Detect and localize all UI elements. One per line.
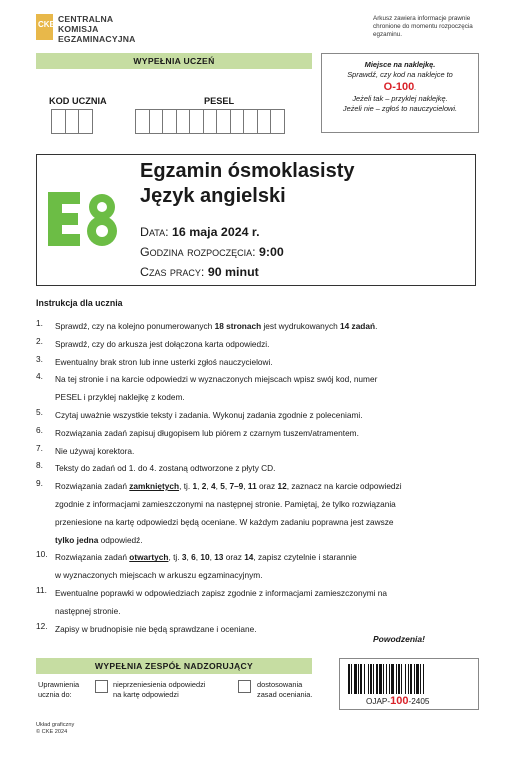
instruction-line: Rozwiązania zadań zapisuj długopisem lub piórem z czarnym tuszem/atramentem. [55,427,359,438]
cke-logo [36,14,136,44]
student-code-label: KOD UCZNIA [49,96,107,106]
rights-label: Uprawnienia ucznia do: [38,680,80,699]
cke-logo-mark: CKE [36,14,53,40]
barcode-bar [379,664,382,694]
confidential-note: Arkusz zawiera informacje prawnie chronione do momentu rozpoczęcia egzaminu. [373,15,473,38]
instruction-number: 10. [36,549,48,560]
exam-subject: Język angielski [140,185,286,207]
instruction-line: w wyznaczonych miejscach w arkuszu egzaminacyjnym. [55,570,263,581]
student-code-boxes[interactable] [51,109,92,134]
instruction-number: 4. [36,371,43,382]
barcode-bar [376,664,378,694]
e8-logo-icon [46,190,126,248]
footer: Układ graficzny © CKE 2024 [36,722,75,735]
barcode-bar [354,664,357,694]
instruction-line: następnej stronie. [55,605,121,616]
barcode-bar [414,664,415,694]
instruction-line: tylko jedna odpowiedź. [55,534,143,545]
pesel-boxes[interactable] [135,109,284,134]
instruction-line: przeniesione na kartę odpowiedzi będą oceniane. W każdym zadaniu poprawna jest zawsze [55,516,394,527]
instruction-number: 2. [36,335,43,346]
student-fill-header: WYPEŁNIA UCZEŃ [36,53,312,69]
barcode-bar [370,664,372,694]
instruction-line: Zapisy w brudnopisie nie będą sprawdzane i oceniane. [55,623,257,634]
barcode-bar [396,664,397,694]
exam-start-time: Godzina rozpoczęcia: 9:00 [140,245,284,259]
instruction-item [36,425,486,443]
barcode-bar [373,664,374,694]
instruction-line: Rozwiązania zadań otwartych, tj. 3, 6, 10, 13 oraz 14, zapisz czytelnie i starannie [55,552,357,563]
good-luck: Powodzenia! [373,634,425,644]
barcode-bar [386,664,387,694]
barcode-bar [389,664,390,694]
instruction-item [36,585,486,621]
sticker-area: Miejsce na naklejkę. Sprawdź, czy kod na naklejce to O-100. Jeżeli tak – przyklej naklejkę. Jeżeli nie – zgłoś to nauczycielowi. [321,53,479,133]
instruction-line: Rozwiązania zadań zamkniętych, tj. 1, 2, 4, 5, 7–9, 11 oraz 12, zaznacz na karcie odpowiedzi [55,481,402,492]
instructions-list [36,318,486,638]
adjusted-grading-checkbox[interactable] [238,680,251,693]
pesel-label: PESEL [204,96,235,106]
barcode-bar [401,664,402,694]
barcode-code: OJAP-100-2405 [366,695,430,707]
barcode-bar [398,664,400,694]
instructions-header: Instrukcja dla ucznia [36,298,123,308]
barcode-bar [383,664,384,694]
instruction-line: Nie używaj korektora. [55,445,135,456]
instruction-item [36,336,486,354]
barcode-bar [410,664,412,694]
exam-title-box [36,154,476,286]
exam-date: Data: 16 maja 2024 r. [140,225,260,239]
barcode-bar [416,664,419,694]
instruction-number: 3. [36,353,43,364]
instruction-item [36,460,486,478]
barcode-bar [351,664,352,694]
instruction-item [36,318,486,336]
barcode-bar [405,664,406,694]
barcode-bar [408,664,409,694]
barcode-bar [360,664,362,694]
barcode-bar [348,664,350,694]
instruction-item [36,371,486,407]
instruction-number: 12. [36,620,48,631]
instruction-line: Sprawdź, czy do arkusza jest dołączona karta odpowiedzi. [55,338,270,349]
barcode-bar [423,664,424,694]
instruction-item [36,478,486,549]
instruction-line: Sprawdź, czy na kolejno ponumerowanych 18 stronach jest wydrukowanych 14 zadań. [55,321,378,331]
barcode-bar [391,664,394,694]
exam-title: Egzamin ósmoklasisty [140,160,355,182]
instruction-number: 6. [36,424,43,435]
exam-duration: Czas pracy: 90 minut [140,265,259,279]
instruction-line: Czytaj uważnie wszystkie teksty i zadania. Wykonuj zadania zgodnie z poleceniami. [55,409,363,420]
instruction-item [36,549,486,585]
instruction-line: Teksty do zadań od 1. do 4. zostaną odtworzone z płyty CD. [55,463,276,474]
instruction-line: Na tej stronie i na karcie odpowiedzi w wyznaczonych miejscach wpisz swój kod, numer [55,374,378,385]
no-transfer-checkbox[interactable] [95,680,108,693]
cke-logo-text: CENTRALNA KOMISJA EGZAMINACYJNA [58,14,136,44]
instruction-item [36,407,486,425]
instruction-number: 5. [36,406,43,417]
instruction-number: 7. [36,442,43,453]
barcode-bar [368,664,369,694]
barcode-bar [364,664,365,694]
barcode-bar [358,664,359,694]
sticker-code: O-100 [383,81,415,93]
instruction-number: 8. [36,460,43,471]
instruction-line: PESEL i przyklej naklejkę z kodem. [55,392,185,403]
no-transfer-label: nieprzeniesienia odpowiedzi na kartę odpowiedzi [113,680,206,699]
barcode-icon [348,664,472,694]
instruction-number: 9. [36,478,43,489]
barcode-bar [420,664,421,694]
instruction-line: Ewentualne poprawki w odpowiedziach zapisz zgodnie z informacjami zamieszczonymi na [55,587,388,598]
instruction-item [36,354,486,372]
team-fill-header: WYPEŁNIA ZESPÓŁ NADZORUJĄCY [36,658,312,674]
instruction-line: zgodnie z informacjami zamieszczonymi na następnej stronie. Pamiętaj, że tylko rozwiązania [55,498,396,509]
adjusted-grading-label: dostosowania zasad oceniania. [257,680,313,699]
instruction-line: Ewentualny brak stron lub inne usterki zgłoś nauczycielowi. [55,356,273,367]
instruction-item [36,443,486,461]
instruction-number: 1. [36,318,43,328]
instruction-number: 11. [36,584,47,595]
